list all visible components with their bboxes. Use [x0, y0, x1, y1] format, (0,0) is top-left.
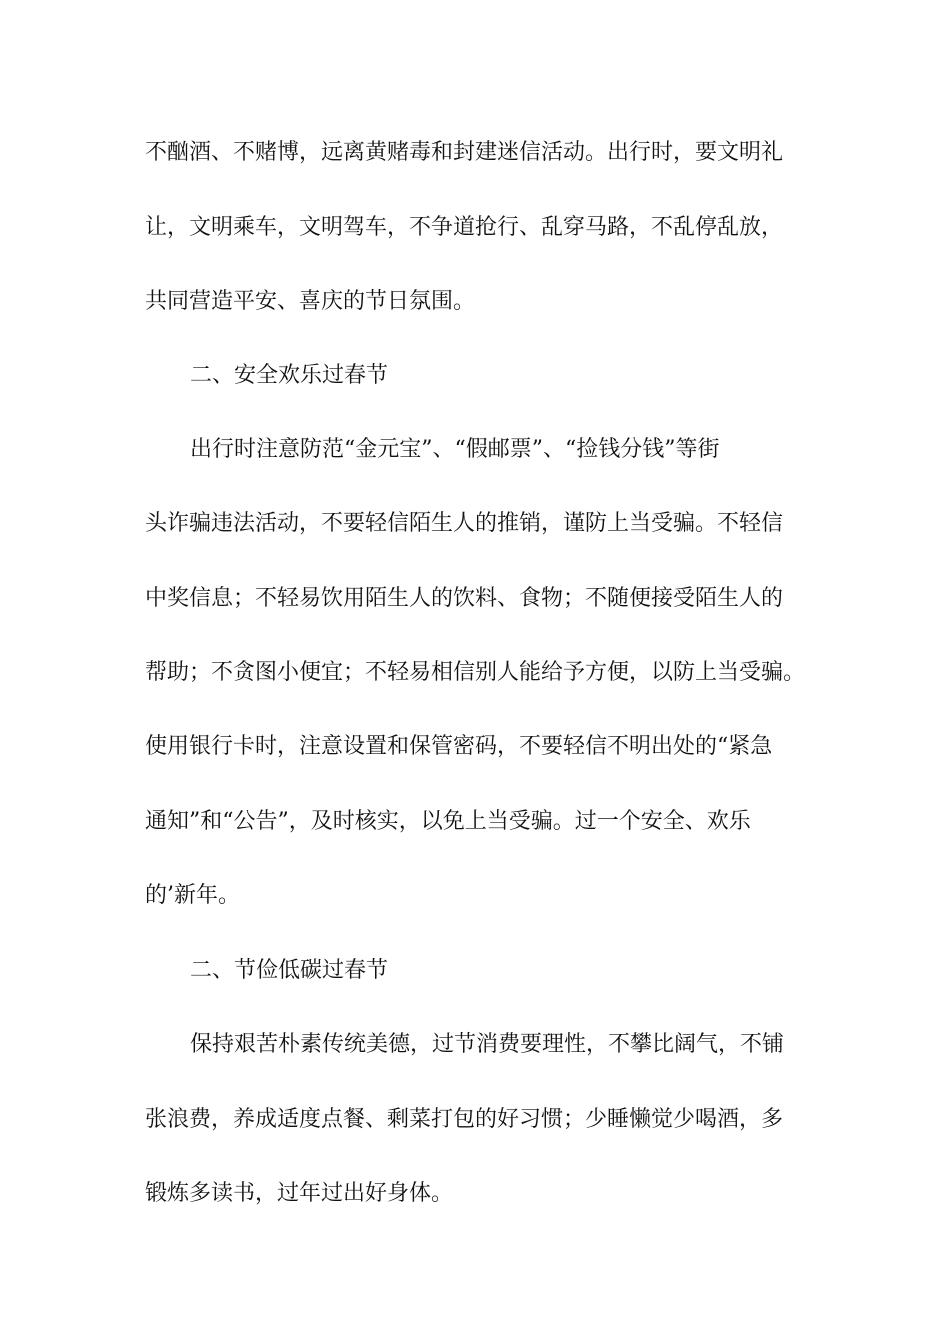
paragraph-line: 不酗酒、不赌博，远离黄赌毒和封建迷信活动。出行时，要文明礼: [145, 140, 784, 165]
paragraph-line: 中奖信息；不轻易饮用陌生人的饮料、食物；不随便接受陌生人的: [145, 586, 784, 611]
paragraph-line: 头诈骗违法活动，不要轻信陌生人的推销，谨防上当受骗。不轻信: [145, 511, 784, 536]
paragraph-line: 使用银行卡时，注意设置和保管密码，不要轻信不明出处的“紧急: [145, 734, 773, 759]
paragraph-line: 共同营造平安、喜庆的节日氛围。: [145, 289, 476, 314]
paragraph-line: 帮助；不贪图小便宜；不轻易相信别人能给予方便，以防上当受骗。: [145, 660, 806, 685]
paragraph-line: 张浪费，养成适度点餐、剩菜打包的好习惯；少睡懒觉少喝酒，多: [145, 1107, 784, 1132]
section-heading: 二、安全欢乐过春节: [190, 363, 389, 388]
paragraph-line: 保持艰苦朴素传统美德，过节消费要理性，不攀比阔气，不铺: [190, 1032, 785, 1057]
paragraph-line: 的’新年。: [145, 883, 240, 908]
paragraph-line: 通知”和“公告”，及时核实，以免上当受骗。过一个安全、欢乐: [145, 809, 751, 834]
paragraph-line: 出行时注意防范“金元宝”、“假邮票”、“捡钱分钱”等街: [190, 437, 720, 462]
paragraph-line: 让，文明乘车，文明驾车，不争道抢行、乱穿马路，不乱停乱放，: [145, 215, 784, 240]
section-heading: 二、节俭低碳过春节: [190, 958, 389, 983]
paragraph-line: 锻炼多读书，过年过出好身体。: [145, 1181, 454, 1206]
